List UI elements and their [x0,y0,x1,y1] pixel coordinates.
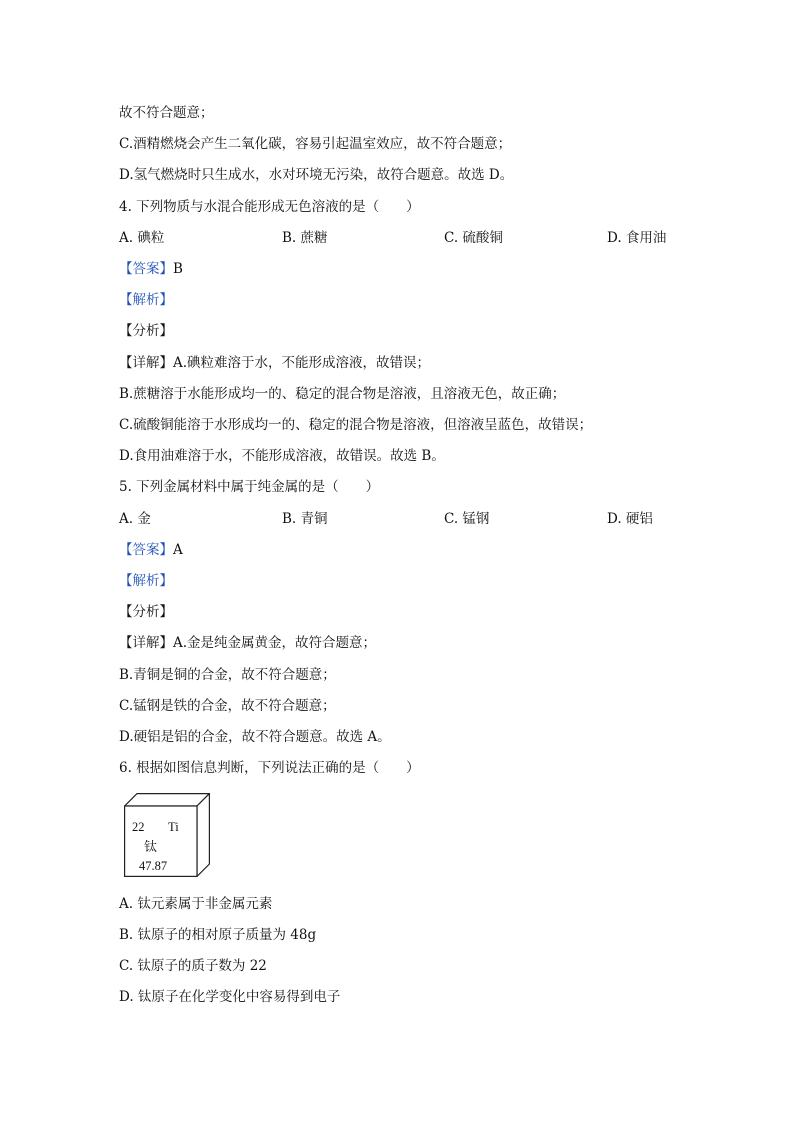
text-span: 。故选 D。 [444,167,514,183]
q4-option-b: B. 蔗糖 [282,230,328,246]
tile-side-face [197,794,209,877]
detail-tag: 【详解】 [119,355,173,371]
fenxi-tag: 【分析】 [119,323,173,339]
element-tile-graphic [124,793,210,877]
q4-detail-3: C.硫酸铜能溶于水形成均一的、稳定的混合物是溶液，但溶液呈蓝色，故错误； [119,417,593,433]
question-4: 4. 下列物质与水混合能形成无色溶液的是（ ） [119,199,420,215]
q4-option-d: D. 食用油 [607,230,667,246]
q5-detail-3: C.锰钢是铁的合金，故不符合题意； [119,698,336,714]
detail-tag: 【详解】 [119,635,173,651]
tile-top-face [125,794,210,806]
text-line [119,166,513,184]
text-line: C.酒精燃烧会产生二氧化碳，容易引起温室效应，故不符合题意； [119,136,512,152]
q5-detail-2: B.青铜是铜的合金，故不符合题意； [119,667,336,683]
q5-option-b: B. 青铜 [282,511,328,527]
detail-text: A.金是纯金属黄金，故符合题意； [173,635,377,651]
answer-tag: 【答案】 [119,542,173,558]
text-span: D.氢气燃烧时只生成水，水对环境无污染，故符合题意 [119,167,445,183]
q5-option-a: A. 金 [119,511,151,527]
q4-detail-4: D.食用油难溶于水，不能形成溶液，故错误。故选 B。 [119,448,445,464]
answer-tag: 【答案】 [119,261,173,277]
q5-option-d: D. 硬铝 [607,511,653,527]
detail-text: A.碘粒难溶于水，不能形成溶液，故错误； [173,355,431,371]
answer-value: B [173,261,183,277]
element-name: 钛 [144,840,158,855]
q6-option-a: A. 钛元素属于非金属元素 [119,896,273,912]
q5-option-c: C. 锰钢 [444,511,490,527]
question-5: 5. 下列金属材料中属于纯金属的是（ ） [119,479,380,495]
answer-value: A [173,542,183,558]
fenxi-tag: 【分析】 [119,604,173,620]
q6-option-d: D. 钛原子在化学变化中容易得到电子 [119,989,341,1005]
text-line: 故不符合题意； [119,105,214,121]
atomic-mass: 47.87 [139,859,168,873]
analysis-tag: 【解析】 [119,292,173,308]
q5-answer [119,541,183,559]
q5-detail-4: D.硬铝是铝的合金，故不符合题意。故选 A。 [119,729,391,745]
q4-option-c: C. 硫酸铜 [444,230,503,246]
q4-detail-2: B.蔗糖溶于水能形成均一的、稳定的混合物是溶液，且溶液无色，故正确； [119,386,566,402]
atomic-number: 22 [132,820,145,834]
q4-option-a: A. 碘粒 [119,230,165,246]
q4-detail-1 [119,354,430,372]
q6-option-b: B. 钛原子的相对原子质量为 48g [119,927,317,943]
element-tile-titanium [124,793,210,877]
q5-detail-1 [119,634,376,652]
element-symbol: Ti [168,820,179,834]
q4-answer [119,260,183,278]
analysis-tag: 【解析】 [119,573,173,589]
question-6: 6. 根据如图信息判断，下列说法正确的是（ ） [119,760,420,776]
q6-option-c: C. 钛原子的质子数为 22 [119,958,267,974]
